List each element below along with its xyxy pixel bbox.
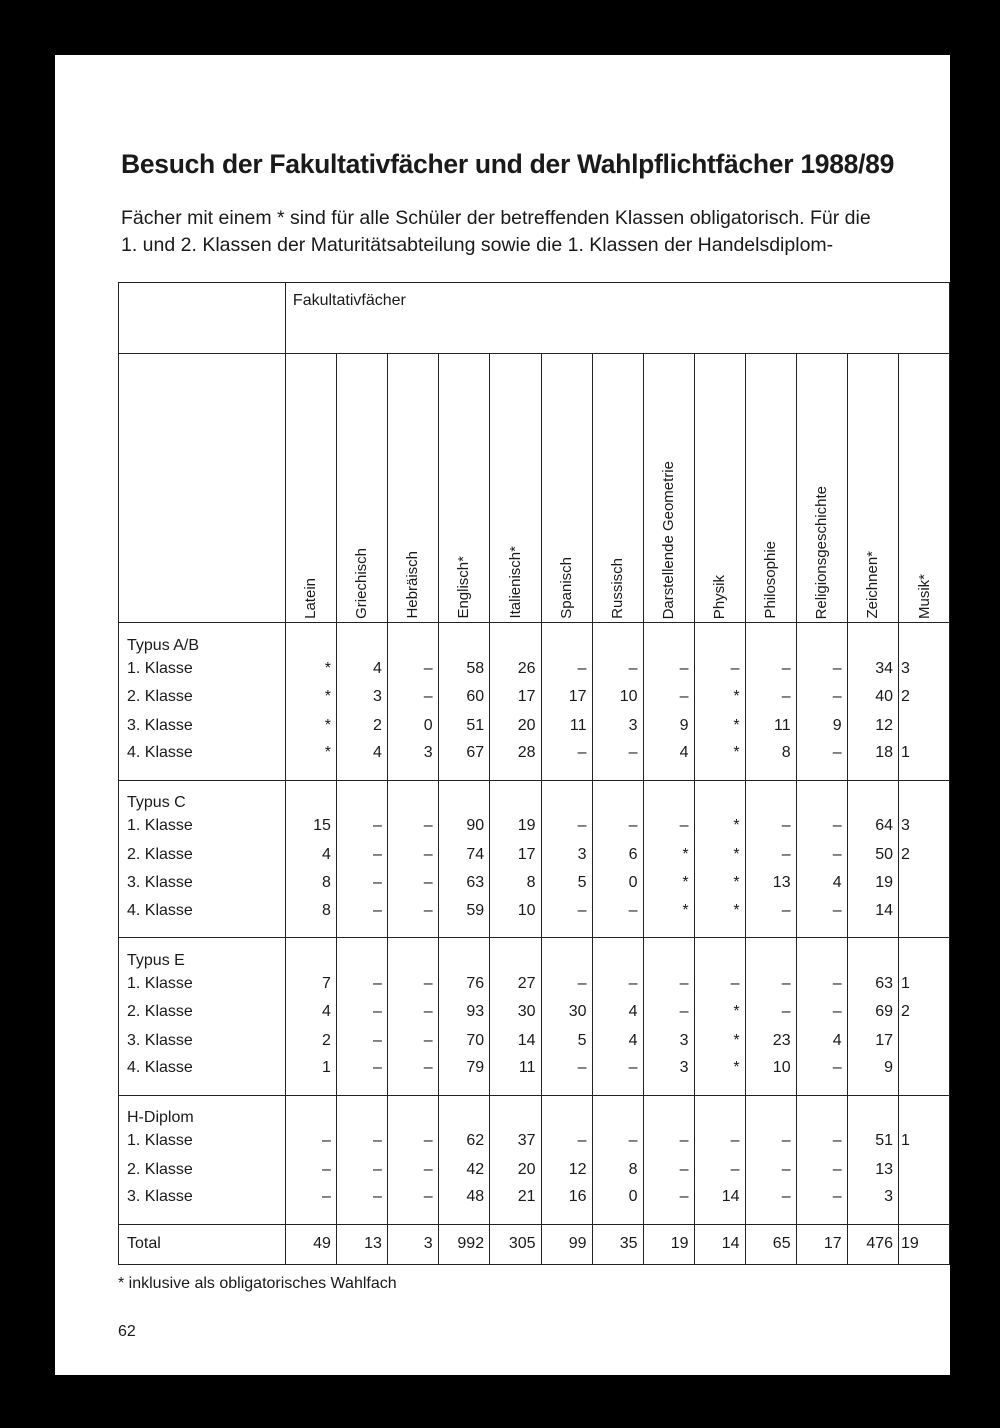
table-cell: 21 xyxy=(490,1184,541,1224)
table-cell: * xyxy=(694,812,745,841)
table-cell: 20 xyxy=(490,1156,541,1185)
row-label: 1. Klasse xyxy=(119,655,286,684)
table-cell: – xyxy=(336,1127,387,1156)
table-cell: 1 xyxy=(899,970,950,999)
table-cell: 17 xyxy=(490,683,541,712)
table-cell: 4 xyxy=(643,740,694,780)
table-cell: 10 xyxy=(745,1055,796,1095)
column-header: Spanisch xyxy=(541,354,592,623)
table-cell: – xyxy=(643,812,694,841)
table-cell: 30 xyxy=(490,998,541,1027)
table-cell: 5 xyxy=(541,1027,592,1056)
table-row xyxy=(119,812,950,841)
table-cell: 26 xyxy=(490,655,541,684)
table-cell: 1 xyxy=(899,740,950,780)
table-cell: 14 xyxy=(490,1027,541,1056)
table-cell: 30 xyxy=(541,998,592,1027)
table-cell: – xyxy=(336,869,387,898)
total-cell: 476 xyxy=(847,1224,898,1264)
intro-line-1: Fächer mit einem * sind für alle Schüler der betreffenden Klassen obligatorisch. Für die xyxy=(121,207,871,229)
table-cell: 60 xyxy=(438,683,489,712)
table-cell: 9 xyxy=(796,712,847,741)
page-number: 62 xyxy=(118,1323,136,1340)
table-cell: – xyxy=(643,655,694,684)
table-cell xyxy=(899,1156,950,1185)
table-cell: 79 xyxy=(438,1055,489,1095)
table-cell xyxy=(899,898,950,938)
table-cell: 15 xyxy=(285,812,336,841)
total-cell: 99 xyxy=(541,1224,592,1264)
column-header: Griechisch xyxy=(336,354,387,623)
row-label: 1. Klasse xyxy=(119,1127,286,1156)
table-cell: 8 xyxy=(285,869,336,898)
total-cell: 13 xyxy=(336,1224,387,1264)
table-cell: – xyxy=(796,1156,847,1185)
table-cell: 8 xyxy=(490,869,541,898)
table-cell: – xyxy=(643,970,694,999)
table-cell: 19 xyxy=(847,869,898,898)
table-cell: 3 xyxy=(643,1055,694,1095)
table-cell: – xyxy=(643,1156,694,1185)
table-cell: – xyxy=(285,1184,336,1224)
table-cell: – xyxy=(745,1127,796,1156)
table-cell: * xyxy=(285,655,336,684)
row-label: 3. Klasse xyxy=(119,712,286,741)
group-label: Typus C xyxy=(119,780,286,812)
table-cell: 4 xyxy=(285,998,336,1027)
table-cell: 0 xyxy=(387,712,438,741)
table-cell: – xyxy=(336,1184,387,1224)
table-cell: 3 xyxy=(847,1184,898,1224)
table-cell: – xyxy=(745,1156,796,1185)
table-cell: – xyxy=(541,812,592,841)
table-cell: – xyxy=(387,898,438,938)
table-cell: – xyxy=(796,655,847,684)
table-cell: 3 xyxy=(643,1027,694,1056)
table-cell: 28 xyxy=(490,740,541,780)
table-cell: – xyxy=(336,998,387,1027)
table-cell: – xyxy=(541,970,592,999)
table-cell: 4 xyxy=(336,740,387,780)
group-label: Typus E xyxy=(119,938,286,970)
table-row xyxy=(119,740,950,780)
table-cell: 3 xyxy=(387,740,438,780)
table-cell: 17 xyxy=(541,683,592,712)
table-cell: * xyxy=(694,898,745,938)
table-cell: – xyxy=(285,1156,336,1185)
table-cell: – xyxy=(387,869,438,898)
table-cell: – xyxy=(745,812,796,841)
table-cell: – xyxy=(336,1055,387,1095)
table-cell: 2 xyxy=(899,998,950,1027)
corner-cell xyxy=(119,283,286,354)
table-row xyxy=(119,1027,950,1056)
table-cell: 76 xyxy=(438,970,489,999)
table-cell: 17 xyxy=(847,1027,898,1056)
table-cell: * xyxy=(694,1027,745,1056)
table-cell: – xyxy=(387,998,438,1027)
table-cell: – xyxy=(796,812,847,841)
table-cell: 18 xyxy=(847,740,898,780)
table-row xyxy=(119,841,950,870)
table-row xyxy=(119,998,950,1027)
table-cell: 34 xyxy=(847,655,898,684)
table-cell: – xyxy=(796,898,847,938)
table-cell: 48 xyxy=(438,1184,489,1224)
table-cell xyxy=(899,1027,950,1056)
table-row xyxy=(119,1055,950,1095)
table-cell: – xyxy=(796,970,847,999)
table-cell: – xyxy=(643,1127,694,1156)
total-label: Total xyxy=(119,1224,286,1264)
table-cell: * xyxy=(285,740,336,780)
table-cell: 69 xyxy=(847,998,898,1027)
table-cell: 1 xyxy=(285,1055,336,1095)
table-cell: – xyxy=(387,1055,438,1095)
table-cell: 0 xyxy=(592,1184,643,1224)
table-cell: – xyxy=(336,970,387,999)
table-cell: 59 xyxy=(438,898,489,938)
table-cell: – xyxy=(745,655,796,684)
table-row xyxy=(119,683,950,712)
table-cell: * xyxy=(694,1055,745,1095)
table-cell: * xyxy=(643,841,694,870)
table-cell: 51 xyxy=(438,712,489,741)
row-label: 4. Klasse xyxy=(119,1055,286,1095)
table-cell: – xyxy=(541,898,592,938)
table-row xyxy=(119,1127,950,1156)
table-cell: 10 xyxy=(592,683,643,712)
table-cell: – xyxy=(336,841,387,870)
table-cell: 51 xyxy=(847,1127,898,1156)
total-cell: 17 xyxy=(796,1224,847,1264)
table-row xyxy=(119,970,950,999)
table-cell: – xyxy=(643,1184,694,1224)
group-header: Fakultativfächer xyxy=(285,283,949,354)
column-header: Zeichnen* xyxy=(847,354,898,623)
table-cell: * xyxy=(694,841,745,870)
table-row xyxy=(119,898,950,938)
table-cell: – xyxy=(643,683,694,712)
table-cell: – xyxy=(592,898,643,938)
subjects-table xyxy=(118,282,950,1265)
column-header: Darstellende Geometrie xyxy=(643,354,694,623)
table-row xyxy=(119,1184,950,1224)
table-cell: 63 xyxy=(438,869,489,898)
column-header: Musik* xyxy=(899,354,950,623)
table-cell: 4 xyxy=(592,1027,643,1056)
footnote: * inklusive als obligatorisches Wahlfach xyxy=(118,1275,397,1292)
column-header: Physik xyxy=(694,354,745,623)
total-cell: 14 xyxy=(694,1224,745,1264)
table-cell: 12 xyxy=(847,712,898,741)
table-cell: * xyxy=(694,869,745,898)
row-label: 3. Klasse xyxy=(119,1027,286,1056)
table-cell: – xyxy=(694,970,745,999)
table-cell: 20 xyxy=(490,712,541,741)
table-cell: 9 xyxy=(847,1055,898,1095)
row-label: 4. Klasse xyxy=(119,898,286,938)
table-cell: 19 xyxy=(490,812,541,841)
table-cell: 2 xyxy=(336,712,387,741)
table-cell: – xyxy=(745,1184,796,1224)
table-cell: – xyxy=(796,1055,847,1095)
table-cell: 3 xyxy=(541,841,592,870)
table-cell xyxy=(899,712,950,741)
table-cell: 93 xyxy=(438,998,489,1027)
table-cell: 3 xyxy=(592,712,643,741)
table-cell: 23 xyxy=(745,1027,796,1056)
column-header: Latein xyxy=(285,354,336,623)
table-row xyxy=(119,655,950,684)
table-cell: 1 xyxy=(899,1127,950,1156)
table-cell: – xyxy=(541,740,592,780)
table-cell: – xyxy=(694,1127,745,1156)
table-cell: 3 xyxy=(899,655,950,684)
table-row xyxy=(119,1156,950,1185)
table-cell: – xyxy=(592,740,643,780)
table-cell: – xyxy=(643,998,694,1027)
table-cell: 11 xyxy=(490,1055,541,1095)
table-cell: – xyxy=(387,970,438,999)
total-row xyxy=(119,1224,950,1264)
table-cell: 27 xyxy=(490,970,541,999)
table-cell: 4 xyxy=(796,1027,847,1056)
group-label: Typus A/B xyxy=(119,623,286,655)
table-cell: 13 xyxy=(847,1156,898,1185)
total-cell: 3 xyxy=(387,1224,438,1264)
table-cell: – xyxy=(541,1127,592,1156)
table-cell: * xyxy=(643,869,694,898)
table-cell: – xyxy=(592,812,643,841)
corner-cell xyxy=(119,354,286,623)
table-cell: – xyxy=(387,841,438,870)
table-cell: – xyxy=(336,812,387,841)
table-row xyxy=(119,712,950,741)
table-cell: – xyxy=(592,655,643,684)
table-cell: 50 xyxy=(847,841,898,870)
table-cell: – xyxy=(541,1055,592,1095)
total-cell: 49 xyxy=(285,1224,336,1264)
total-cell: 992 xyxy=(438,1224,489,1264)
table-cell: – xyxy=(796,683,847,712)
row-label: 1. Klasse xyxy=(119,970,286,999)
table-cell: 67 xyxy=(438,740,489,780)
table-cell: 37 xyxy=(490,1127,541,1156)
table-cell: – xyxy=(796,1127,847,1156)
column-header: Italienisch* xyxy=(490,354,541,623)
table-cell: – xyxy=(336,1027,387,1056)
table-cell: 64 xyxy=(847,812,898,841)
table-cell: – xyxy=(745,970,796,999)
table-cell: – xyxy=(387,683,438,712)
table-cell: * xyxy=(694,998,745,1027)
table-cell: 8 xyxy=(745,740,796,780)
column-header: Russisch xyxy=(592,354,643,623)
table-cell: – xyxy=(592,1055,643,1095)
table-cell: 42 xyxy=(438,1156,489,1185)
table-cell: 5 xyxy=(541,869,592,898)
table-cell: * xyxy=(694,683,745,712)
table-cell: – xyxy=(336,1156,387,1185)
table-cell: 2 xyxy=(285,1027,336,1056)
table-cell: 40 xyxy=(847,683,898,712)
table-cell: 62 xyxy=(438,1127,489,1156)
table-cell: 63 xyxy=(847,970,898,999)
table-cell: 14 xyxy=(694,1184,745,1224)
table-cell: 4 xyxy=(336,655,387,684)
table-row xyxy=(119,869,950,898)
row-label: 2. Klasse xyxy=(119,1156,286,1185)
table-cell: 4 xyxy=(592,998,643,1027)
table-cell: – xyxy=(592,1127,643,1156)
page-title: Besuch der Fakultativfächer und der Wahlpflichtfächer 1988/89 xyxy=(121,149,895,179)
table-cell: – xyxy=(387,1156,438,1185)
table-cell: – xyxy=(796,841,847,870)
column-header: Hebräisch xyxy=(387,354,438,623)
table-cell: – xyxy=(387,812,438,841)
total-cell: 305 xyxy=(490,1224,541,1264)
table-cell: 3 xyxy=(899,812,950,841)
table-cell: – xyxy=(336,898,387,938)
table-cell: 14 xyxy=(847,898,898,938)
document-page xyxy=(55,55,950,1375)
table-cell: – xyxy=(387,655,438,684)
table-cell: – xyxy=(745,683,796,712)
table-cell: 2 xyxy=(899,841,950,870)
total-cell: 19 xyxy=(643,1224,694,1264)
table-cell: – xyxy=(387,1184,438,1224)
group-label: H-Diplom xyxy=(119,1095,286,1127)
row-label: 2. Klasse xyxy=(119,841,286,870)
table-cell: * xyxy=(643,898,694,938)
table-cell: – xyxy=(541,655,592,684)
column-header: Philosophie xyxy=(745,354,796,623)
row-label: 2. Klasse xyxy=(119,683,286,712)
table-cell: 70 xyxy=(438,1027,489,1056)
table-cell: – xyxy=(796,1184,847,1224)
table-cell: – xyxy=(387,1127,438,1156)
table-cell: 8 xyxy=(285,898,336,938)
row-label: 2. Klasse xyxy=(119,998,286,1027)
table-cell: 11 xyxy=(745,712,796,741)
column-header: Religionsgeschichte xyxy=(796,354,847,623)
table-cell: 6 xyxy=(592,841,643,870)
total-cell: 65 xyxy=(745,1224,796,1264)
table-cell: * xyxy=(694,740,745,780)
table-cell xyxy=(899,1184,950,1224)
table-cell: – xyxy=(285,1127,336,1156)
row-label: 3. Klasse xyxy=(119,1184,286,1224)
total-cell: 19 xyxy=(899,1224,950,1264)
table-cell: 16 xyxy=(541,1184,592,1224)
table-cell xyxy=(899,1055,950,1095)
table-cell: 7 xyxy=(285,970,336,999)
table-cell: 9 xyxy=(643,712,694,741)
table-cell: – xyxy=(796,740,847,780)
table-cell: – xyxy=(694,655,745,684)
total-cell: 35 xyxy=(592,1224,643,1264)
row-label: 1. Klasse xyxy=(119,812,286,841)
table-cell: * xyxy=(285,712,336,741)
table-cell: 4 xyxy=(796,869,847,898)
table-cell: – xyxy=(387,1027,438,1056)
table-cell: – xyxy=(745,898,796,938)
table-cell: 4 xyxy=(285,841,336,870)
table-cell: 10 xyxy=(490,898,541,938)
table-cell: 8 xyxy=(592,1156,643,1185)
table-cell: – xyxy=(592,970,643,999)
row-label: 3. Klasse xyxy=(119,869,286,898)
table-cell: * xyxy=(694,712,745,741)
table-cell: 3 xyxy=(336,683,387,712)
table-cell: – xyxy=(796,998,847,1027)
table-cell: 58 xyxy=(438,655,489,684)
table-cell: 17 xyxy=(490,841,541,870)
table-cell: 11 xyxy=(541,712,592,741)
table-cell: 13 xyxy=(745,869,796,898)
table-cell xyxy=(899,869,950,898)
table-cell: – xyxy=(694,1156,745,1185)
table-cell: 12 xyxy=(541,1156,592,1185)
intro-line-2: 1. und 2. Klassen der Maturitätsabteilung sowie die 1. Klassen der Handelsdiplom- xyxy=(121,234,834,256)
table-cell: 2 xyxy=(899,683,950,712)
table-cell: – xyxy=(745,841,796,870)
row-label: 4. Klasse xyxy=(119,740,286,780)
table-cell: 0 xyxy=(592,869,643,898)
table-cell: * xyxy=(285,683,336,712)
table-cell: – xyxy=(745,998,796,1027)
table-cell: 74 xyxy=(438,841,489,870)
table-cell: 90 xyxy=(438,812,489,841)
column-header: Englisch* xyxy=(438,354,489,623)
